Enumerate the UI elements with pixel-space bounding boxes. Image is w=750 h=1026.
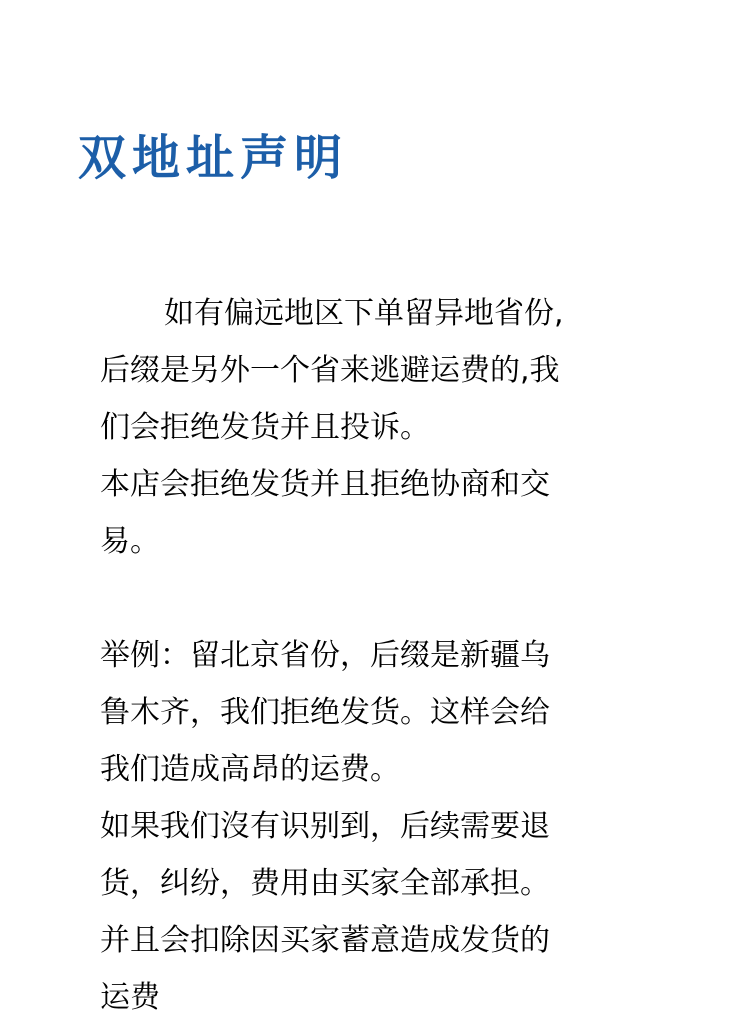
notice-line: 鲁木齐，我们拒绝发货。这样会给 [100,695,550,730]
notice-line: 举例：留北京省份，后缀是新疆乌 [100,638,550,673]
notice-line: 货，纠纷，费用由买家全部承担。 [100,866,550,901]
notice-line: 运费 [100,980,160,1015]
page-title: 双地址声明 [78,130,349,186]
notice-line: 我们造成高昂的运费。 [100,752,400,787]
notice-line: 本店会拒绝发货并且拒绝协商和交 [100,467,550,502]
notice-line: 们会拒绝发货并且投诉。 [100,410,430,445]
notice-line: 如果我们沒有识别到，后续需要退 [100,809,550,844]
notice-line: 易。 [100,524,160,559]
notice-line: 并且会扣除因买家蓄意造成发货的 [100,923,550,958]
notice-line: 后缀是另外一个省来逃避运费的,我 [100,353,560,388]
notice-body [100,285,645,1026]
notice-line: 如有偏远地区下单留异地省份, [164,296,564,331]
paragraph-gap [100,570,645,627]
